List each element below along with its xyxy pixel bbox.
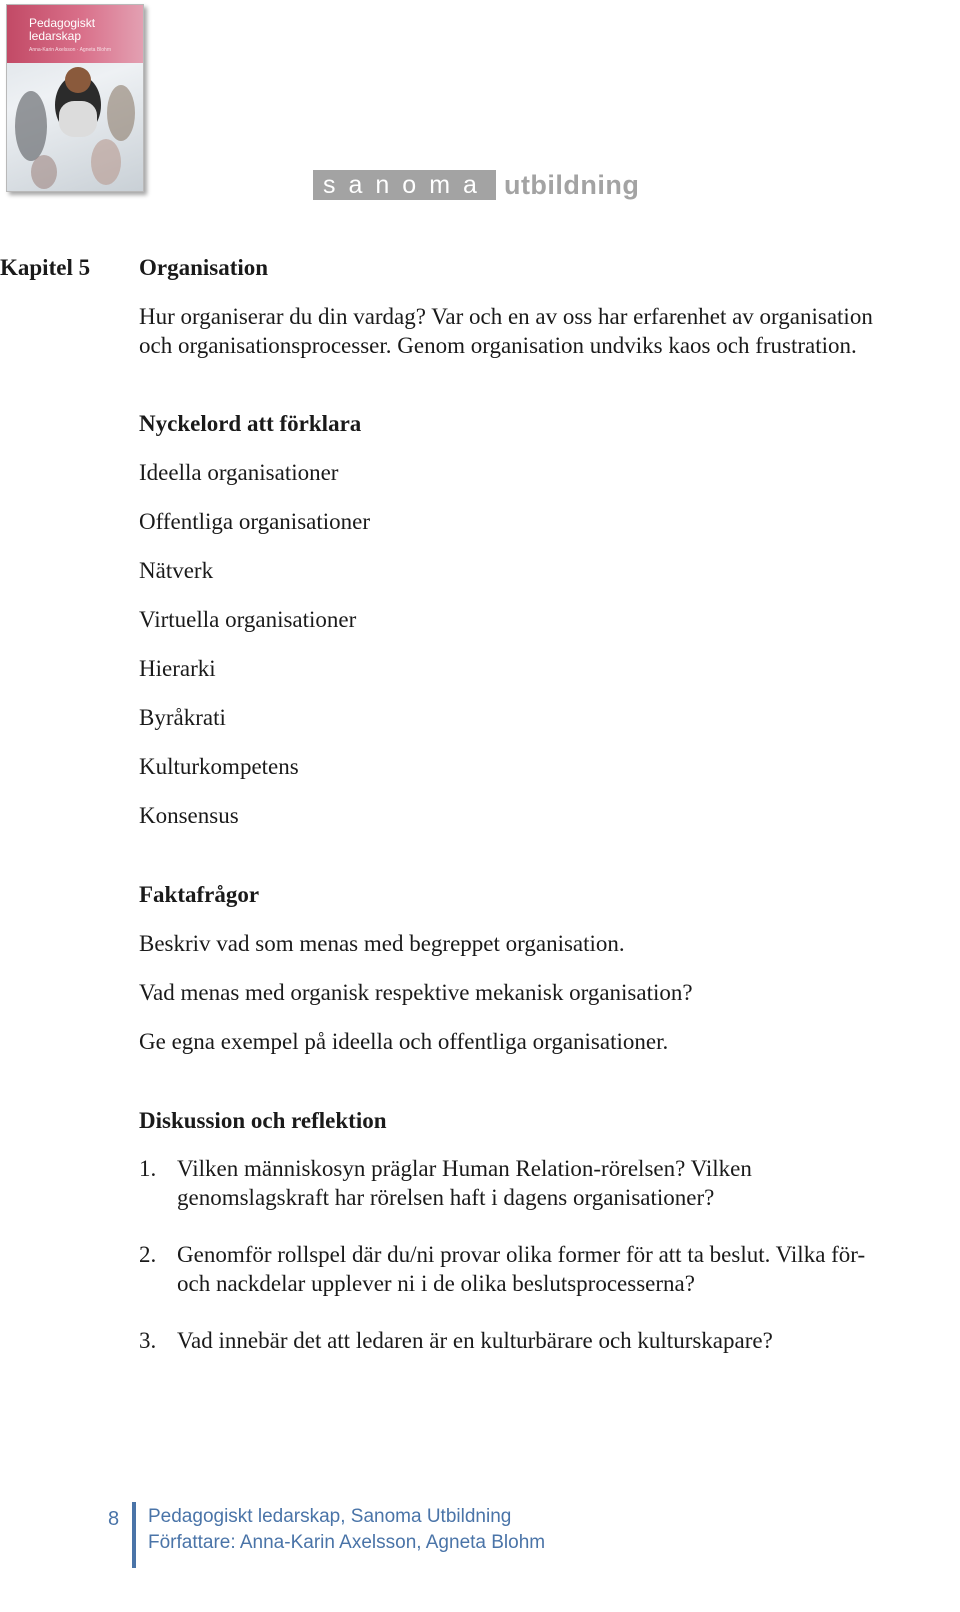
footer-publication: Pedagogiskt ledarskap, Sanoma Utbildning [148,1506,512,1527]
discussion-item-text: genomslagskraft har rörelsen haft i dagens organisationer? [177,1185,715,1210]
discussion-item-text: Genomför rollspel där du/ni provar olika former för att ta beslut. Vilka för- [177,1242,866,1267]
keyword-item: Konsensus [139,803,239,828]
cover-person-figure [59,101,97,137]
cover-title: Pedagogiskt ledarskap [29,16,96,43]
chapter-title: Organisation [139,255,269,280]
page-number: 8 [108,1508,120,1530]
keyword-item: Byråkrati [139,705,226,730]
discussion-heading: Diskussion och reflektion [139,1108,387,1133]
cover-person-figure [91,139,121,185]
intro-paragraph-line: och organisationsprocesser. Genom organisation undviks kaos och frustration. [139,333,857,358]
cover-person-figure [31,155,57,189]
fact-question: Vad menas med organisk respektive mekanisk organisation? [139,980,693,1005]
keywords-heading: Nyckelord att förklara [139,411,362,436]
discussion-item-text: Vilken människosyn präglar Human Relation-rörelsen? Vilken [177,1156,752,1181]
keyword-item: Offentliga organisationer [139,509,370,534]
logo-brand: sanoma [313,170,496,200]
intro-paragraph-line: Hur organiserar du din vardag? Var och en av oss har erfarenhet av organisation [139,304,873,329]
discussion-item-text: och nackdelar upplever ni i de olika beslutsprocesserna? [177,1271,695,1296]
keyword-item: Virtuella organisationer [139,607,357,632]
fact-question: Beskriv vad som menas med begreppet organisation. [139,931,625,956]
keyword-item: Kulturkompetens [139,754,299,779]
footer-divider [132,1502,136,1568]
discussion-item-text: Vad innebär det att ledaren är en kulturbärare och kulturskapare? [177,1328,773,1353]
fact-question: Ge egna exempel på ideella och offentliga organisationer. [139,1029,669,1054]
facts-heading: Faktafrågor [139,882,260,907]
cover-authors: Anna-Karin Axelsson · Agneta Blohm [29,47,111,53]
discussion-item-number: 3. [139,1328,157,1353]
cover-person-figure [107,85,135,141]
cover-person-figure [65,67,91,93]
keyword-item: Ideella organisationer [139,460,339,485]
book-cover-image [6,4,144,192]
logo-word: utbildning [503,169,640,200]
discussion-item-number: 2. [139,1242,157,1267]
footer-authors: Författare: Anna-Karin Axelsson, Agneta Blohm [148,1532,546,1553]
cover-person-figure [15,91,47,161]
keyword-item: Nätverk [139,558,214,583]
publisher-logo [313,170,639,200]
discussion-item-number: 1. [139,1156,157,1181]
keyword-item: Hierarki [139,656,216,681]
chapter-label: Kapitel 5 [0,255,91,280]
